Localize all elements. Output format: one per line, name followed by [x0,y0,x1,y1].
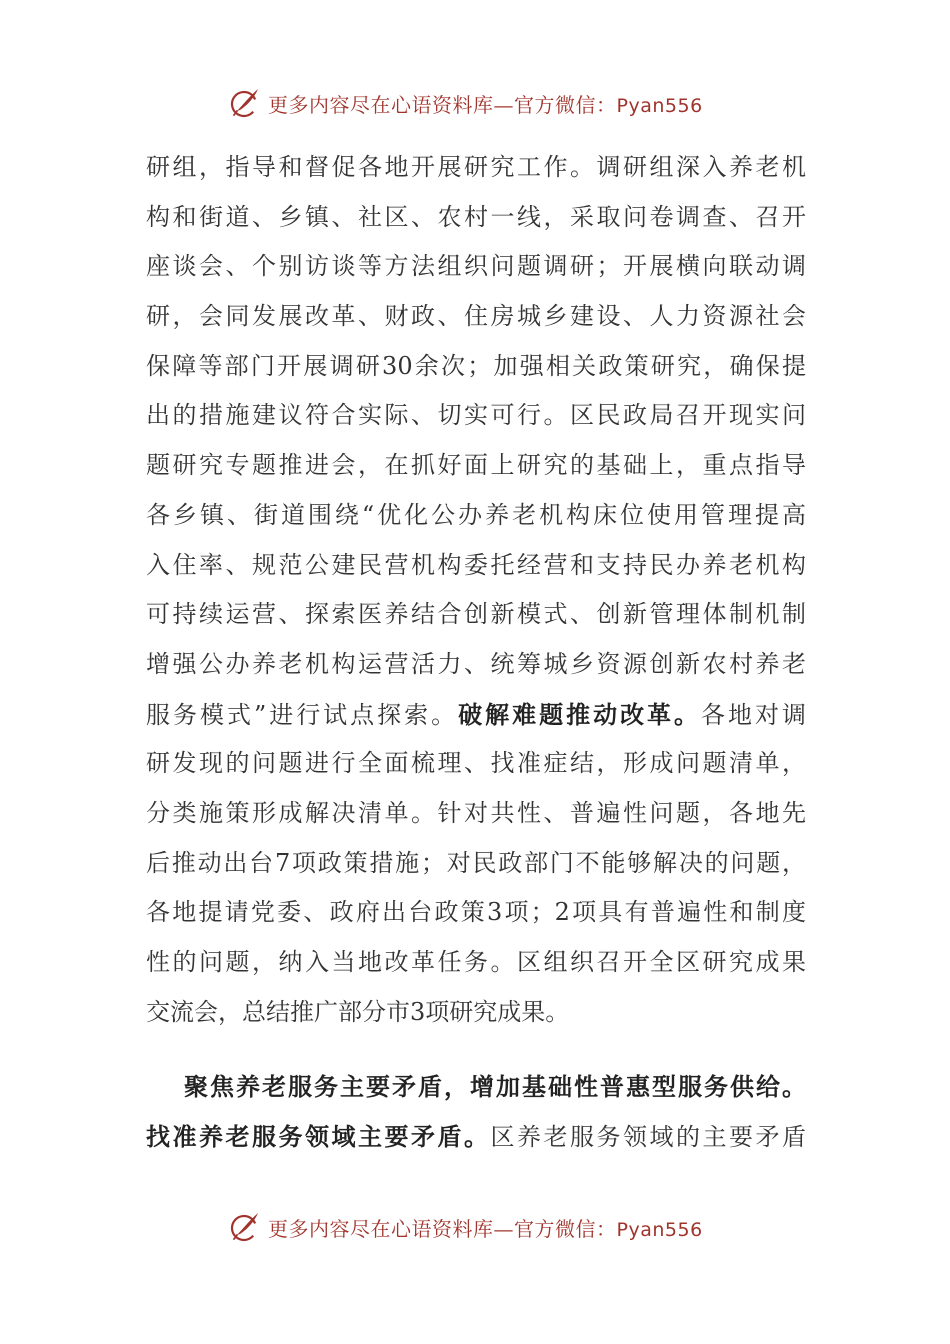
text-line: 各乡镇、街道围绕“优化公办养老机构床位使用管理提高 [146,500,806,529]
text-line-with-heading [146,690,806,740]
quill-pen-circle-icon [228,86,262,120]
text-line: 座谈会、个别访谈等方法组织问题调研；开展横向联动调 [146,252,806,281]
text-line: 各地提请党委、政府出台政策3项；2项具有普遍性和制度 [146,898,806,927]
paragraph-gap [146,1037,806,1062]
header-wechat-id: Pyan556 [616,94,703,117]
inline-heading-contradiction: 找准养老服务领域主要矛盾。 [146,1122,491,1152]
line-prefix: 服务模式”进行试点探索。 [146,700,459,729]
text-line: 保障等部门开展调研30余次；加强相关政策研究，确保提 [146,351,806,380]
text-line: 可持续运营、探索医养结合创新模式、创新管理体制机制 [146,600,806,629]
header-watermark [228,83,703,123]
footer-wechat-id: Pyan556 [616,1218,703,1241]
footer-watermark [228,1207,703,1247]
text-line: 构和街道、乡镇、社区、农村一线，采取问卷调查、召开 [146,202,806,231]
footer-text: 更多内容尽在心语资料库—官方微信： [268,1216,617,1241]
quill-pen-circle-icon [228,1210,262,1244]
text-line-with-heading [146,1112,806,1162]
text-line: 出的措施建议符合实际、切实可行。区民政局召开现实问 [146,401,806,430]
text-line: 入住率、规范公建民营机构委托经营和支持民办养老机构 [146,550,806,579]
text-line: 研，会同发展改革、财政、住房城乡建设、人力资源社会 [146,302,806,331]
line-suffix: 区养老服务领域的主要矛盾 [490,1123,806,1152]
text-line: 研组，指导和督促各地开展研究工作。调研组深入养老机 [146,153,806,181]
text-line: 题研究专题推进会，在抓好面上研究的基础上，重点指导 [146,451,806,480]
header-text: 更多内容尽在心语资料库—官方微信： [268,92,617,117]
text-line: 研发现的问题进行全面梳理、找准症结，形成问题清单， [146,749,806,778]
text-line: 增强公办养老机构运营活力、统筹城乡资源创新农村养老 [146,649,806,678]
inline-heading-reform: 破解难题推动改革。 [458,699,702,729]
line-suffix: 各地对调 [701,700,806,729]
text-line: 后推动出台7项政策措施；对民政部门不能够解决的问题， [146,848,806,877]
text-line: 交流会，总结推广部分市3项研究成果。 [146,997,570,1026]
text-line: 分类施策形成解决清单。针对共性、普遍性问题，各地先 [146,798,806,827]
document-body [146,143,806,1162]
section-heading: 聚焦养老服务主要矛盾，增加基础性普惠型服务供给。 [184,1072,806,1102]
text-line: 性的问题，纳入当地改革任务。区组织召开全区研究成果 [146,948,806,976]
